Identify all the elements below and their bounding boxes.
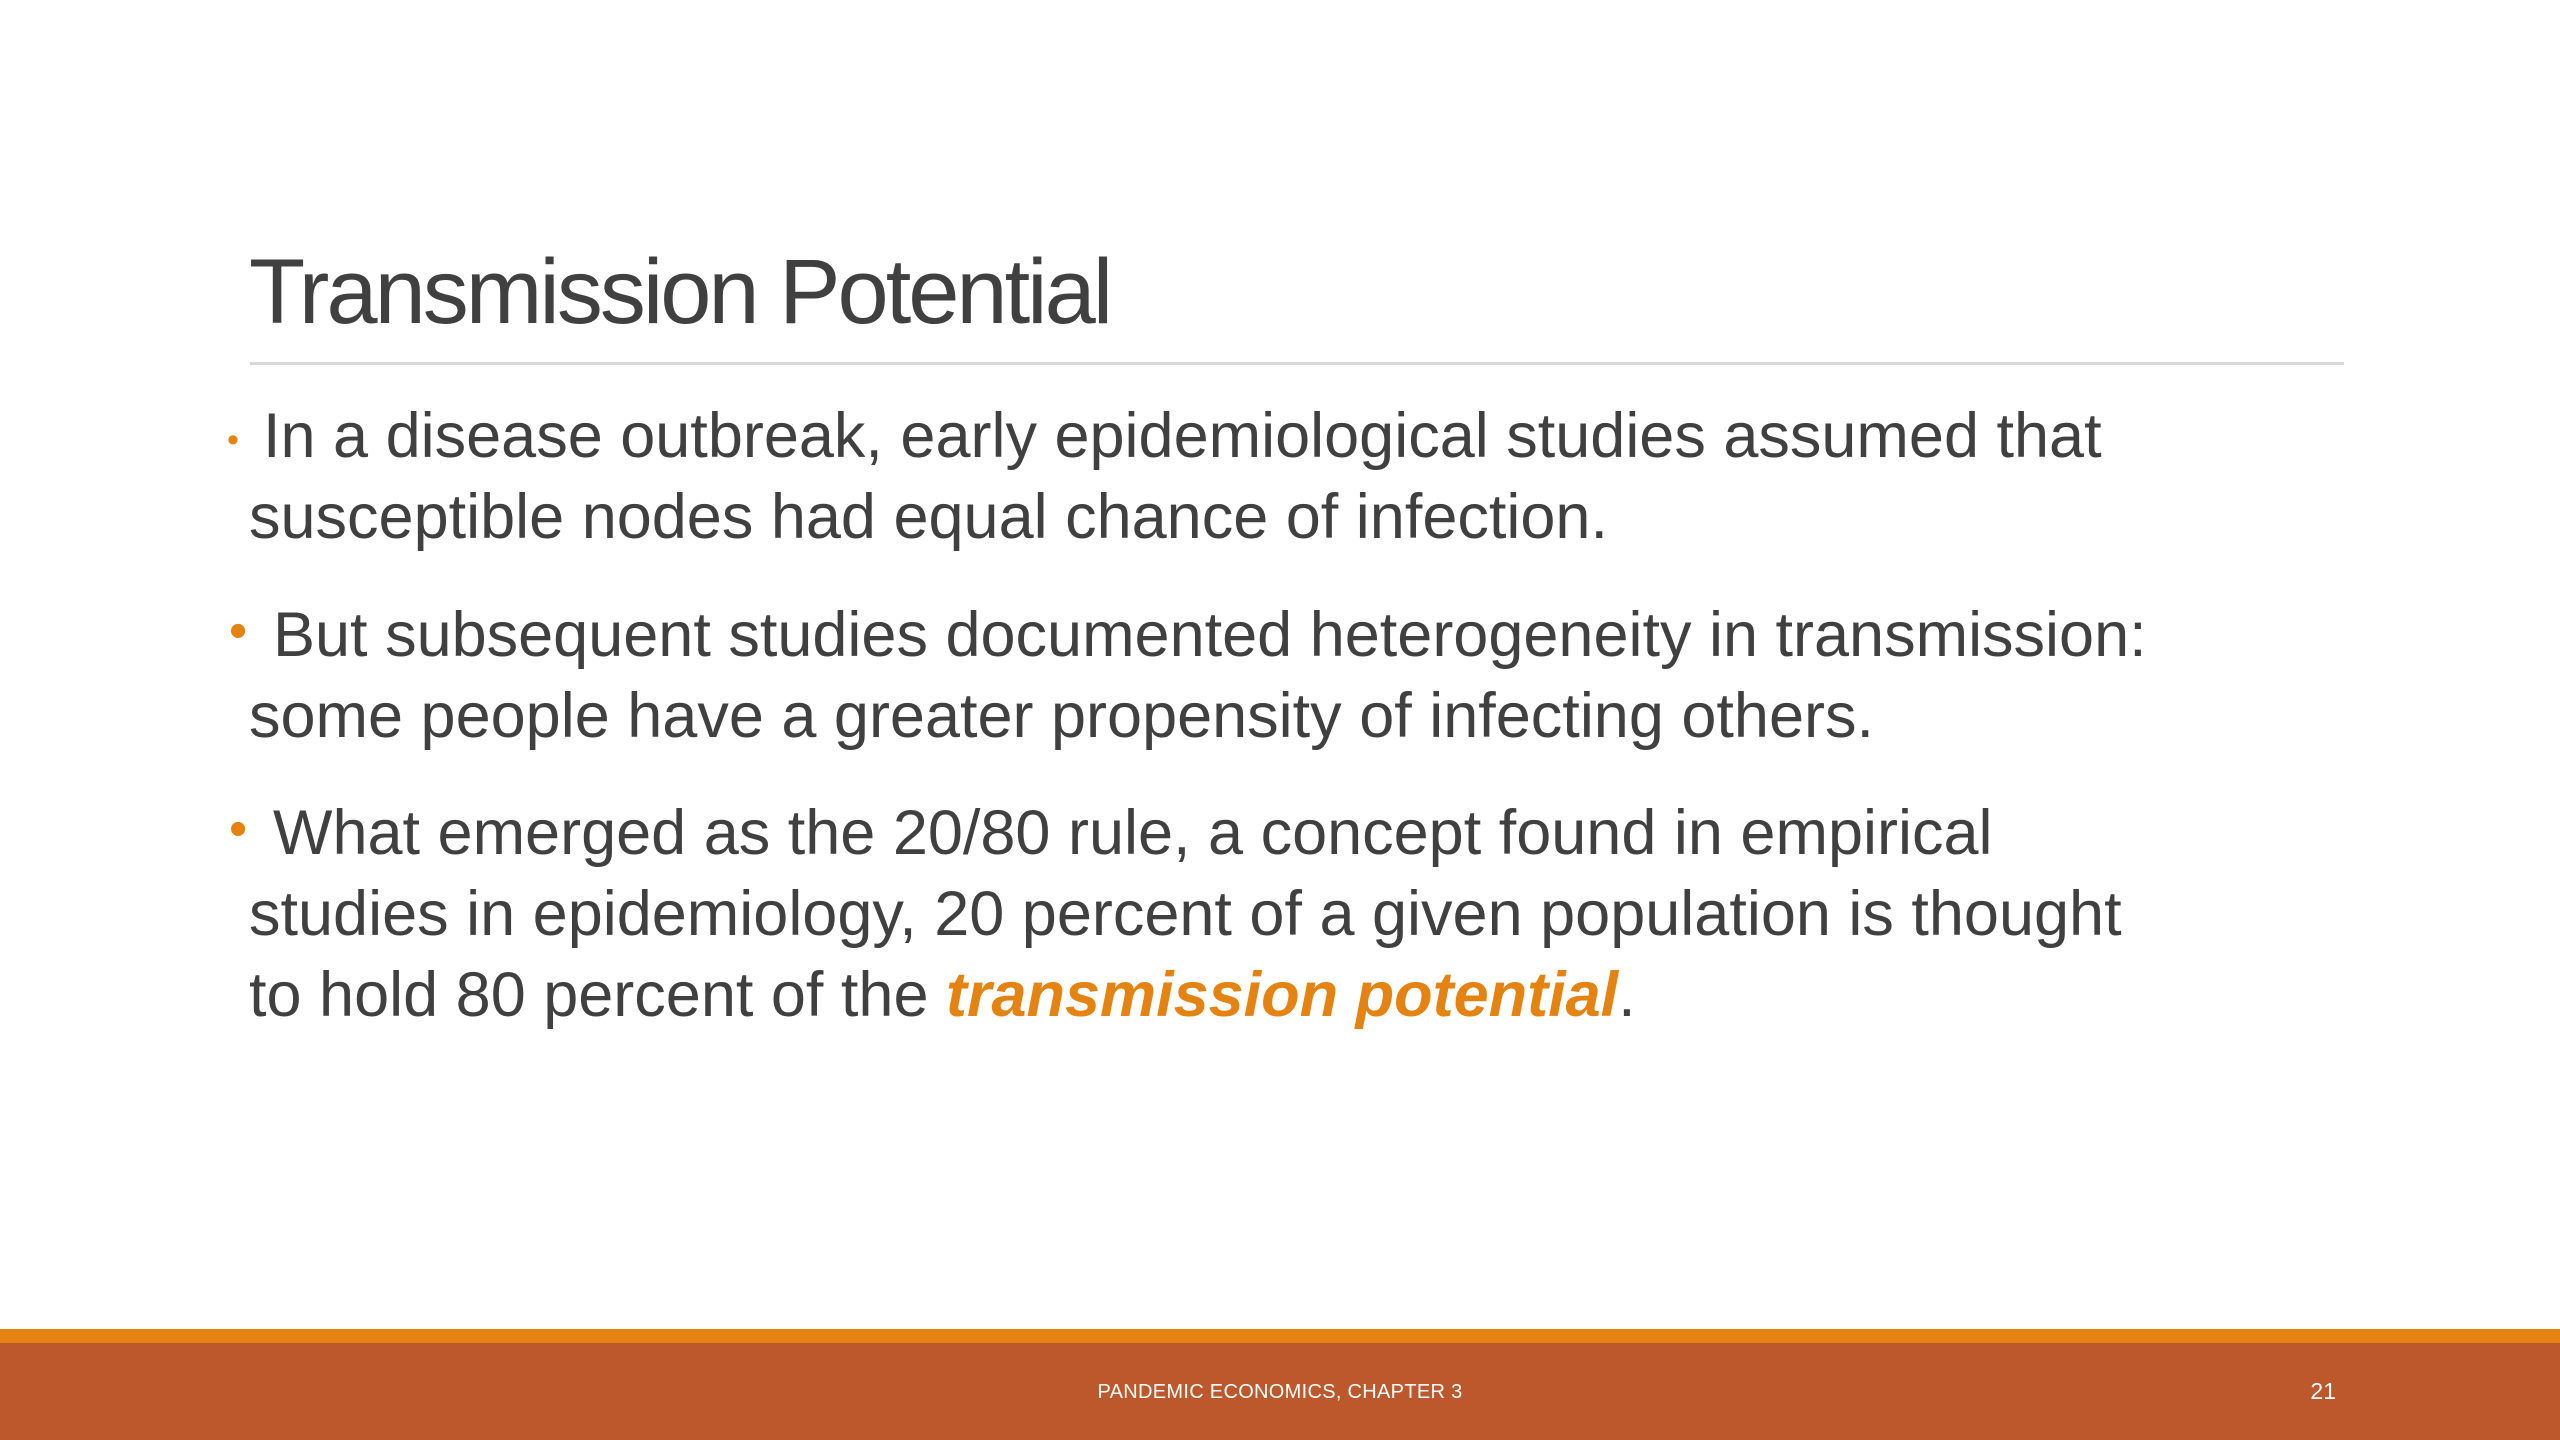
bullet-text-line: What emerged as the 20/80 rule, a concept found in empirical — [273, 798, 1993, 868]
bullet-text-suffix: . — [1618, 960, 1636, 1030]
bullet-text-line: susceptible nodes had equal chance of infection. — [249, 482, 1608, 552]
slide-title: Transmission Potential — [249, 241, 1111, 343]
bullet-marker-icon: • — [227, 421, 239, 459]
bullet-marker-icon: • — [229, 602, 248, 660]
bullet-text-line: some people have a greater propensity of infecting others. — [249, 681, 1874, 751]
bullet-item — [227, 396, 2379, 558]
bullet-text-line: But subsequent studies documented heterogeneity in transmission: — [273, 600, 2147, 670]
bullet-item — [229, 793, 2379, 1036]
bullet-marker-icon: • — [229, 800, 248, 858]
footer-text: PANDEMIC ECONOMICS, CHAPTER 3 — [1097, 1381, 1463, 1403]
bullet-text-prefix: to hold 80 percent of the — [249, 960, 946, 1030]
emphasis-text: transmission potential — [946, 960, 1619, 1030]
title-divider — [250, 362, 2344, 365]
bullet-text-line: In a disease outbreak, early epidemiological studies assumed that — [263, 401, 2102, 471]
bullet-text-line — [249, 955, 2379, 1036]
slide-number: 21 — [2310, 1378, 2336, 1404]
bullet-text-line: studies in epidemiology, 20 percent of a given population is thought — [249, 879, 2122, 949]
footer-accent-stripe — [0, 1329, 2560, 1343]
bullet-item — [229, 595, 2379, 757]
